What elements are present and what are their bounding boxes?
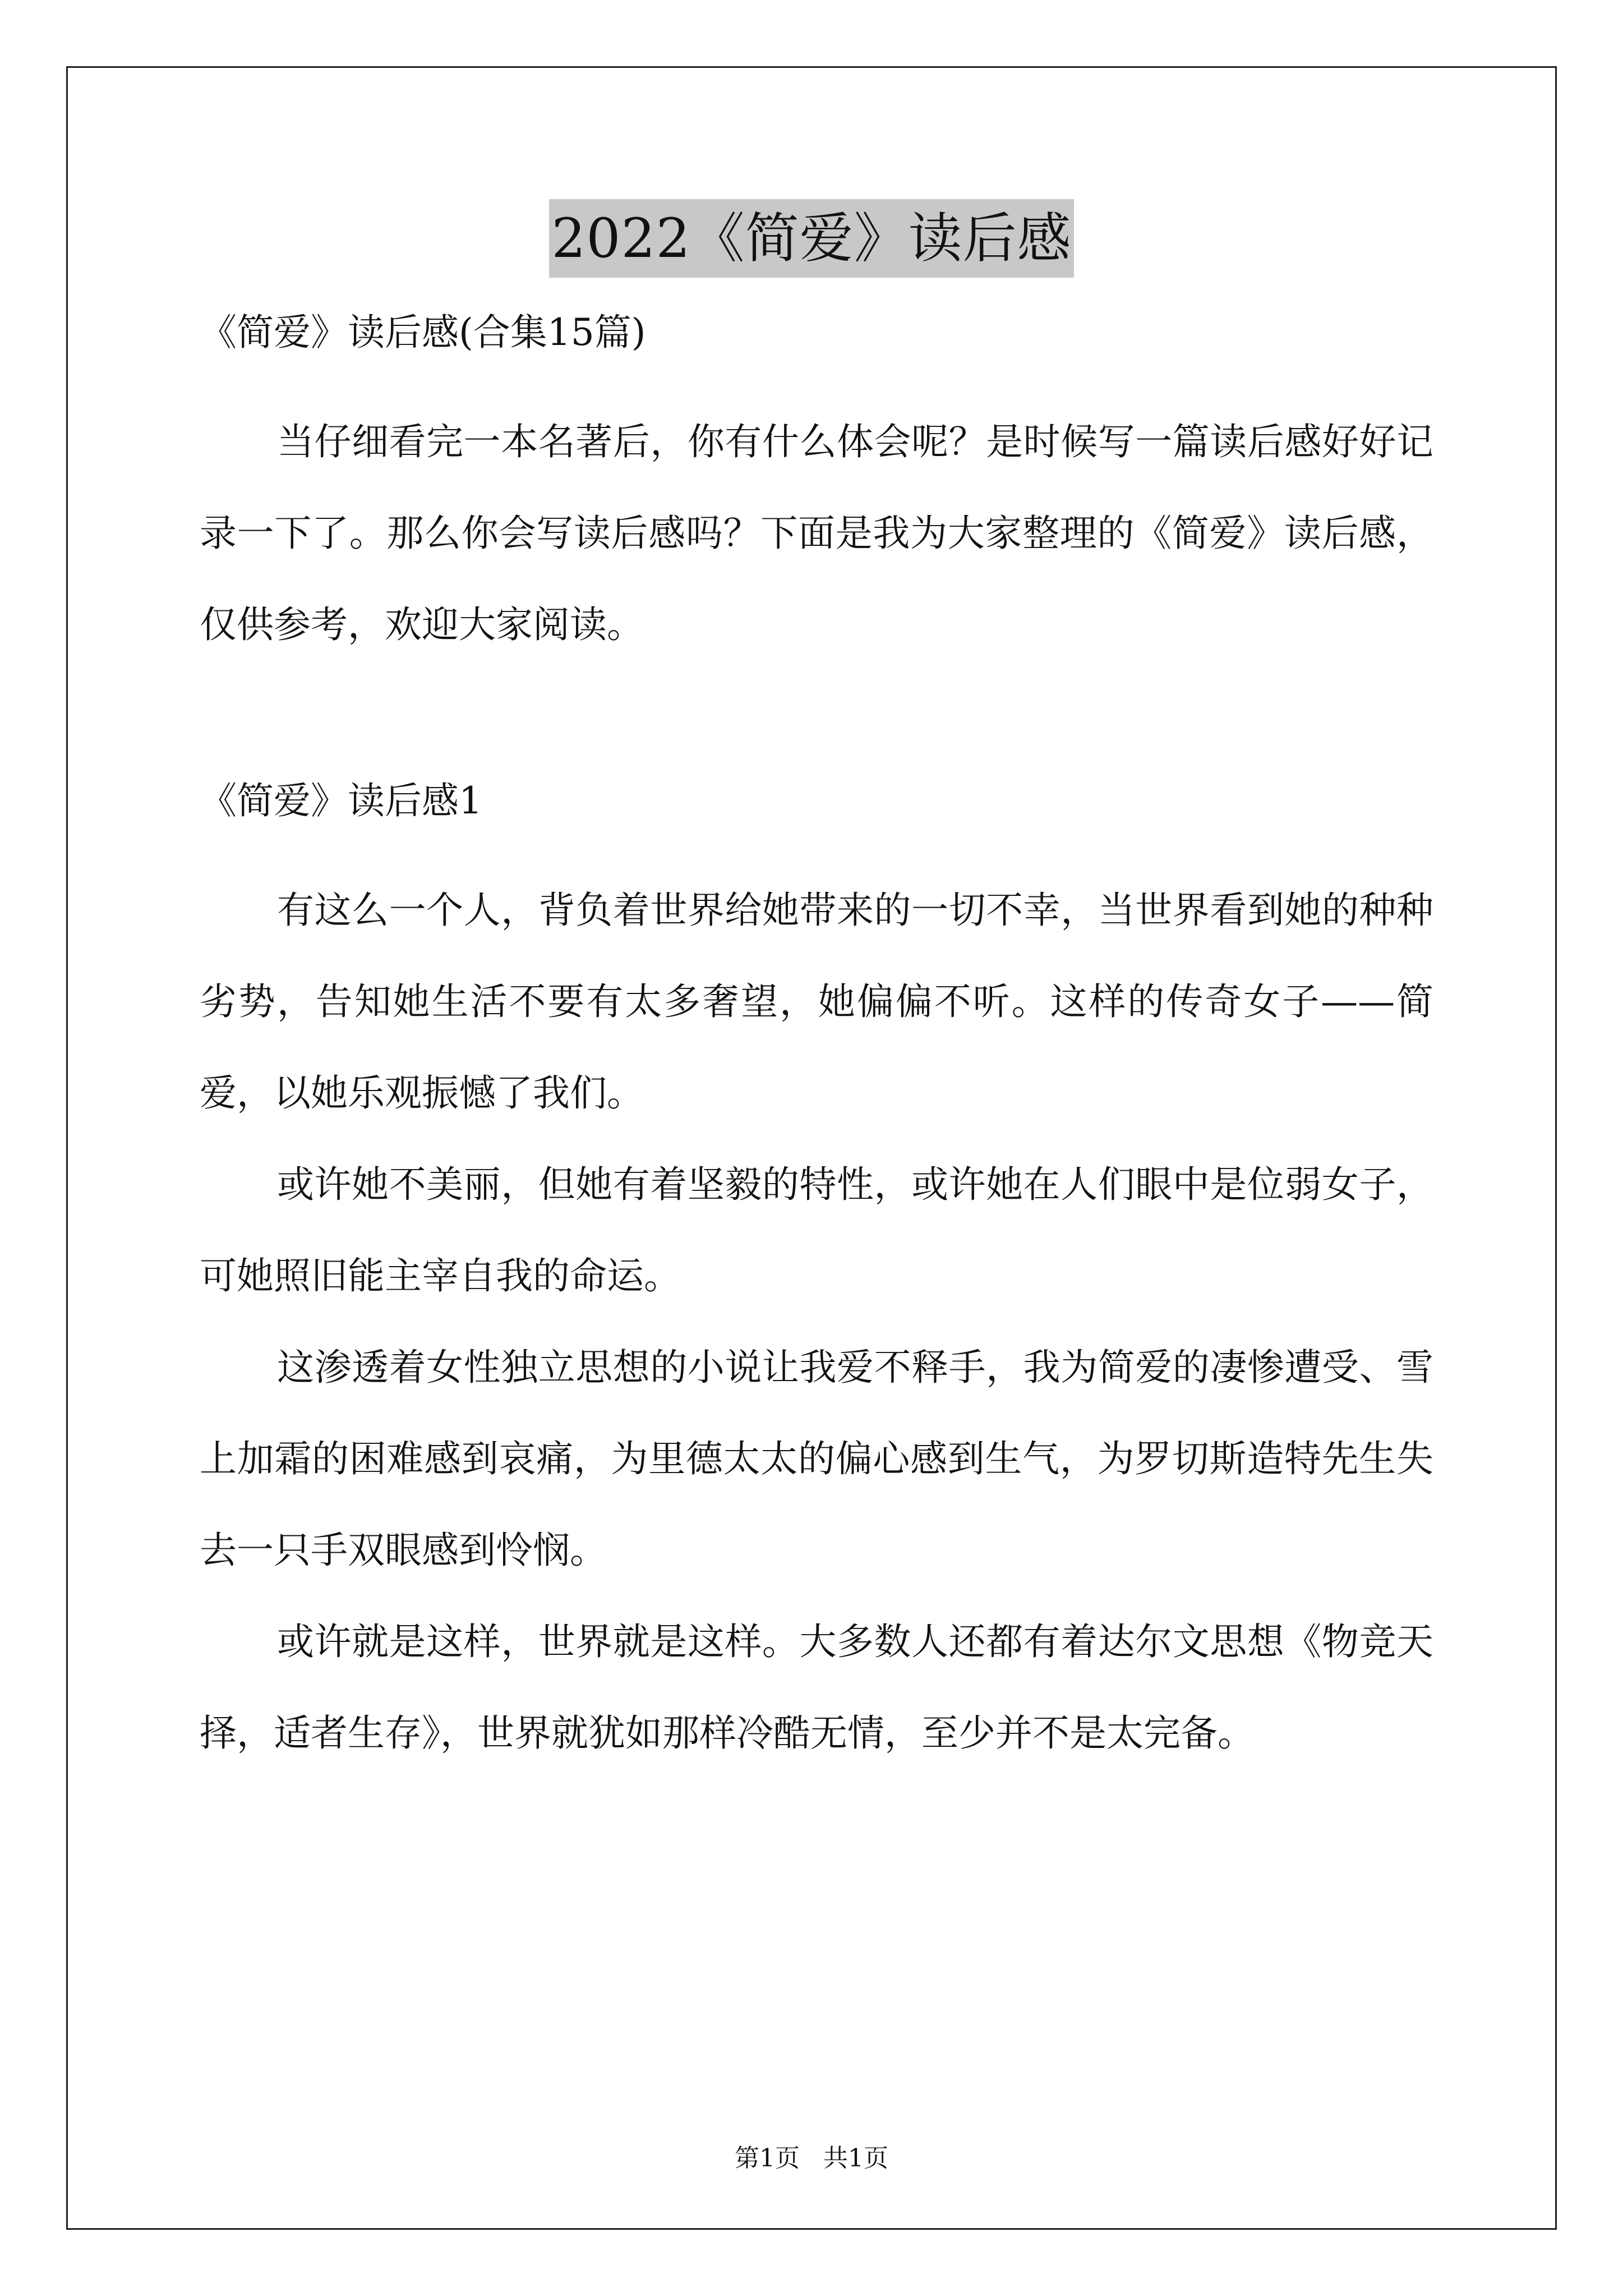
body-paragraph-3: 这渗透着女性独立思想的小说让我爱不释手，我为简爱的凄惨遭受、雪上加霜的困难感到哀痛，为里德太太的偏心感到生气，为罗切斯造特先生失去一只手双眼感到怜悯。 (200, 1346, 1433, 1572)
document-body (200, 303, 1433, 1779)
body-paragraph-1: 有这么一个人，背负着世界给她带来的一切不幸，当世界看到她的种种劣势，告知她生活不要有太多奢望，她偏偏不听。这样的传奇女子——简爱，以她乐观振憾了我们。 (200, 889, 1433, 1115)
document-title: 2022《简爱》读后感 (549, 199, 1073, 278)
body-paragraph-4: 或许就是这样，世界就是这样。大多数人还都有着达尔文思想《物竞天择，适者生存》，世界就犹如那样冷酷无情，至少并不是太完备。 (200, 1620, 1433, 1755)
section-heading: 《简爱》读后感1 (200, 779, 482, 822)
title-container (0, 199, 1623, 278)
page-footer: 第1页 共1页 (735, 2144, 888, 2173)
collection-subtitle: 《简爱》读后感(合集15篇) (200, 311, 646, 354)
body-paragraph-2: 或许她不美丽，但她有着坚毅的特性，或许她在人们眼中是位弱女子，可她照旧能主宰自我的命运。 (200, 1163, 1433, 1297)
intro-paragraph: 当仔细看完一本名著后，你有什么体会呢？是时候写一篇读后感好好记录一下了。那么你会写读后感吗？下面是我为大家整理的《简爱》读后感，仅供参考，欢迎大家阅读。 (200, 420, 1433, 646)
